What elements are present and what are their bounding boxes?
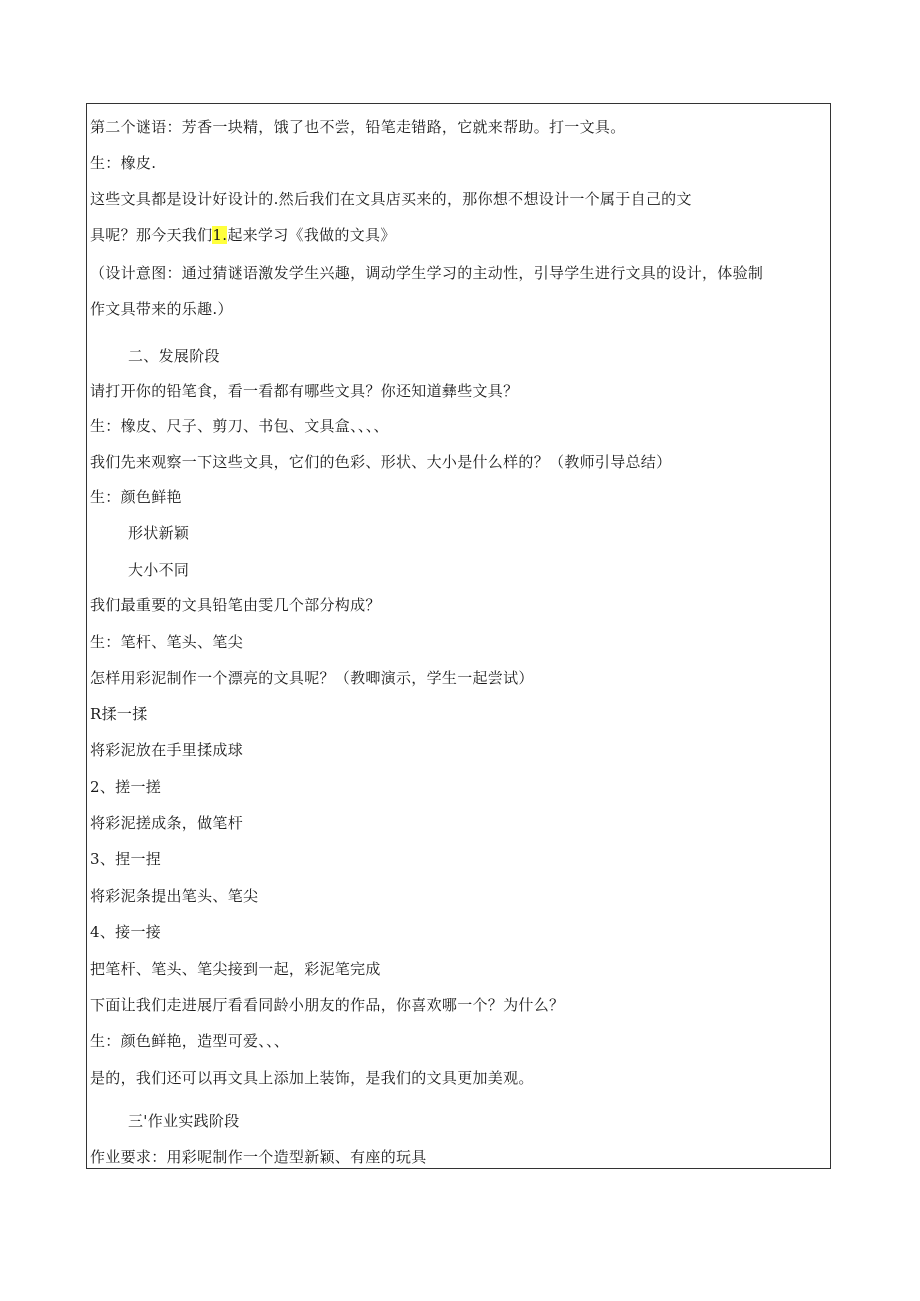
step-text: 将彩泥搓成条，做笔杆 bbox=[90, 814, 244, 832]
line-text: 起来学习《我做的文具》 bbox=[227, 226, 396, 244]
design-intent-line: 作文具带来的乐趣.） bbox=[90, 300, 233, 318]
section-heading: 二、发展阶段 bbox=[128, 347, 220, 365]
answer-line: 生：笔杆、笔头、笔尖 bbox=[90, 633, 244, 651]
riddle-line: 第二个谜语：芳香一块精，饿了也不尝，铅笔走错路，它就来帮助。打一文具。 bbox=[90, 118, 626, 136]
body-line: 这些文具都是设计好设计的.然后我们在文具店买来的，那你想不想设计一个属于自己的文 bbox=[90, 190, 692, 208]
step-heading: 4、接一接 bbox=[90, 923, 162, 941]
answer-line: 生：橡皮. bbox=[90, 154, 157, 172]
body-line bbox=[90, 222, 396, 248]
design-intent-line: （设计意图：通过猜谜语激发学生兴趣，调动学生学习的主动性，引导学生进行文具的设计，体验制 bbox=[90, 264, 764, 282]
homework-line: 作业要求：用彩呢制作一个造型新颖、有座的玩具 bbox=[90, 1148, 427, 1166]
step-text: 将彩泥条提出笔头、笔尖 bbox=[90, 887, 259, 905]
body-line: 是的，我们还可以再文具上添加上装饰，是我们的文具更加美观。 bbox=[90, 1069, 534, 1087]
body-line: 请打开你的铅笔食，看一看都有哪些文具？你还知道彝些文具？ bbox=[90, 382, 519, 400]
body-line: 我们先来观察一下这些文具，它们的色彩、形状、大小是什么样的？（教师引导总结） bbox=[90, 453, 672, 471]
step-heading: 3、捏一捏 bbox=[90, 850, 162, 868]
answer-line: 形状新颖 bbox=[128, 524, 190, 542]
answer-line: 生：颜色鲜艳 bbox=[90, 488, 182, 506]
section-heading: 三'作业实践阶段 bbox=[128, 1112, 240, 1130]
step-heading: 2、搓一搓 bbox=[90, 778, 162, 796]
answer-line: 大小不同 bbox=[128, 561, 190, 579]
step-text: 把笔杆、笔头、笔尖接到一起，彩泥笔完成 bbox=[90, 960, 381, 978]
step-text: 将彩泥放在手里揉成球 bbox=[90, 741, 244, 759]
body-line: 下面让我们走进展厅看看同龄小朋友的作品，你喜欢哪一个？为什么？ bbox=[90, 996, 565, 1014]
line-text: 具呢？那今天我们 bbox=[90, 226, 213, 244]
answer-line: 生：橡皮、尺子、剪刀、书包、文具盒、、、、 bbox=[90, 417, 389, 435]
step-heading: R揉一揉 bbox=[90, 705, 148, 723]
highlighted-text: 1. bbox=[212, 226, 228, 244]
body-line: 怎样用彩泥制作一个漂亮的文具呢？（教唧演示，学生一起尝试） bbox=[90, 669, 534, 687]
body-line: 我们最重要的文具铅笔由雯几个部分构成？ bbox=[90, 596, 381, 614]
answer-line: 生：颜色鲜艳，造型可爱、、、 bbox=[90, 1032, 290, 1050]
